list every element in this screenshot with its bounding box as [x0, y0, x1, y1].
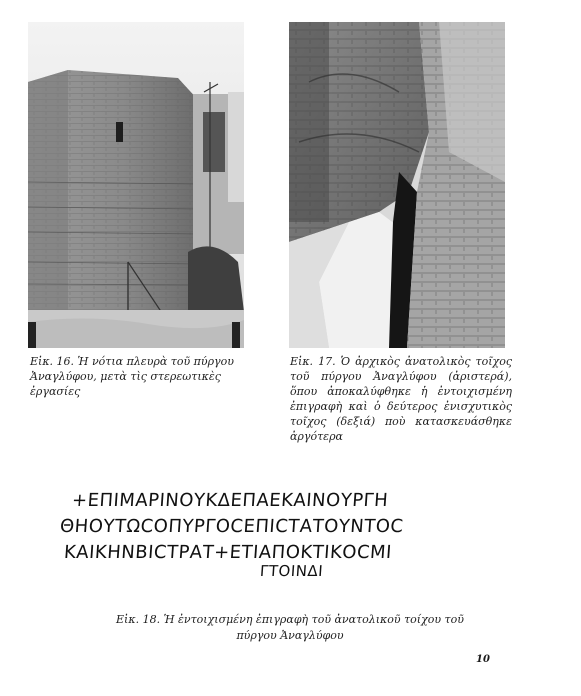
figure-16-text: Ἡ νότια πλευρὰ τοῦ πύργου Ἀναγλύφου, μετὰ τὶς στερεωτικὲς ἐργασίες — [30, 355, 234, 398]
figure-18-label: Εἰκ. 18. — [116, 613, 161, 626]
figure-17-text: Ὁ ἀρχικὸς ἀνατολικὸς τοῖχος τοῦ πύργου Ἀναγλύφου (ἀριστερά), ὅπου ἀποκαλύφθηκε ἡ ἐντοιχισμένη ἐπιγραφὴ καὶ ὁ δεύτερος ἐνισχυτικὸς τοῖχος (δεξιά) ποὺ κατασκευάσθηκε ἀργότερα — [290, 355, 512, 443]
figure-16-label: Εἰκ. 16. — [30, 355, 75, 368]
inscription-line-2: ΘΗΟΥΤΩCΟΠΥΡΓΟCΕΠΙCΤΑΤΟΥΝΤΟC — [59, 516, 405, 537]
page-number: 10 — [476, 654, 490, 665]
inscription-drawing — [60, 490, 500, 600]
east-wall-inscription-photo — [289, 22, 505, 348]
figure-16-caption — [30, 354, 248, 399]
inscription-line-3: ΚΑΙΚΗΝΒΙCΤΡΑΤ+ΕΤΙΑΠΟΚΤΙΚΟCΜΙ — [63, 542, 393, 563]
figure-18-text: Ἡ ἐντοιχισμένη ἐπιγραφὴ τοῦ ἀνατολικοῦ τοίχου τοῦ πύργου Ἀναγλύφου — [163, 613, 464, 642]
tower-south-side-photo — [28, 22, 244, 348]
figure-17-caption — [290, 354, 512, 444]
inscription-line-4: ΓΤΟΙΝΔΙ — [259, 562, 324, 580]
figure-18-caption — [110, 612, 470, 644]
figure-17-label: Εἰκ. 17. — [290, 355, 336, 368]
inscription-line-1: +ΕΠΙΜΑΡΙΝΟΥΚΔΕΠΑΕΚΑΙΝΟΥΡΓΗ — [71, 490, 389, 511]
